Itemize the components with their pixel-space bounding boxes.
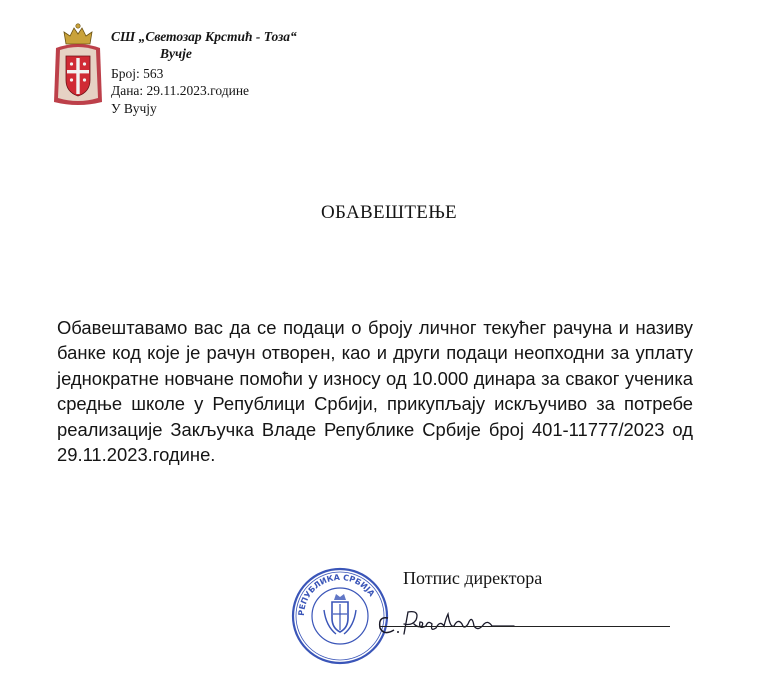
- school-name: СШ „Светозар Крстић - Тоза“: [111, 29, 297, 44]
- school-city: Вучје: [160, 46, 192, 61]
- handwritten-signature: [374, 604, 524, 644]
- document-number: Број: 563: [111, 66, 164, 81]
- document-date: Дана: 29.11.2023.године: [111, 83, 250, 98]
- stamp-ring-text: РЕПУБЛИКА СРБИЈА: [296, 572, 377, 617]
- document-title: ОБАВЕШТЕЊЕ: [321, 202, 457, 223]
- signature-line: [380, 626, 670, 627]
- signature-label: Потпис директора: [403, 568, 543, 588]
- document-place: У Вучју: [111, 101, 157, 116]
- notice-body: Обавештавамо вас да се подаци о броју личног текућег рачуна и називу банке код које је рачун отворен, као и други подаци неопходни за уплату једнократне новчане помоћи у износу од 10.000 динара за сваког ученика средње школе у Републици Србији, прикупљају искључиво за потребе реализације Закључка Владе Републике Србије број 401-11777/2023 од 29.11.2023.године.: [57, 317, 693, 466]
- serbian-coat-of-arms-icon: [50, 22, 106, 108]
